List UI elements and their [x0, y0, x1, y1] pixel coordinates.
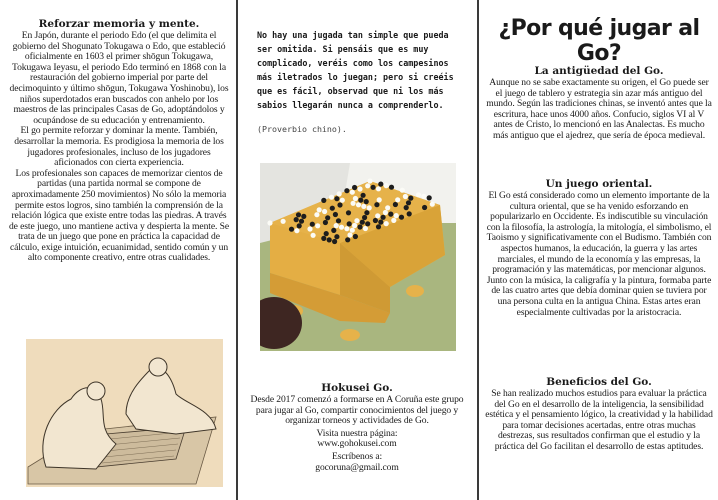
go-stone — [376, 224, 381, 229]
go-stone — [350, 190, 355, 195]
go-stone — [296, 212, 301, 217]
go-stone — [364, 199, 369, 204]
go-stone — [367, 178, 372, 183]
go-stone — [299, 219, 304, 224]
go-stone — [374, 202, 379, 207]
antiquity-heading: La antigüedad del Go. — [534, 65, 664, 77]
club-description: Desde 2017 comenzó a formarse en A Coruña este grupo para jugar al Go, compartir conocimientos del juego y organizar torneos y actividades de Go. — [250, 394, 464, 427]
go-stone — [352, 185, 357, 190]
oriental-paragraph-2: Junto con la música, la caligrafía y la pintura, formaba parte de las cuatro artes que debía dominar quien se tuviera por una persona culta en la antigua China. Estas artes eran especialmente cultivadas por la aristocracia. — [486, 274, 712, 318]
go-stone — [361, 193, 366, 198]
go-stone — [385, 205, 390, 210]
club-heading: Hokusei Go. — [321, 382, 393, 394]
go-stone — [329, 195, 334, 200]
go-stone — [315, 223, 320, 228]
go-stone — [384, 183, 389, 188]
illustration-drawing — [26, 339, 223, 487]
go-stone — [427, 195, 432, 200]
go-stone — [347, 232, 352, 237]
go-stone — [310, 222, 315, 227]
go-stone — [383, 210, 388, 215]
go-stone — [353, 196, 358, 201]
go-stone — [346, 210, 351, 215]
go-stone — [289, 227, 294, 232]
memory-paragraph-3: Los profesionales son capaces de memorizar cientos de partidas (una partida normal se compone de aproximadamente 250 movimientos) No sólo la memoria permite estos logros, sino también la comprensión de la relación lógica que existe entre todas las piedras. A través de este juego, uno mantiene activa y despierta la mente. Se trata de un juego que pone en práctica la capacidad de cálculo, exige intuición, ecuanimidad, sentido común y un alto componente creativo, entre otras cualidades. — [8, 167, 229, 264]
go-stone — [421, 194, 426, 199]
go-stone — [350, 228, 355, 233]
go-stone — [334, 223, 339, 228]
go-stone — [322, 209, 327, 214]
page-title: ¿Por qué jugar al Go? — [498, 16, 700, 66]
go-stone — [330, 206, 335, 211]
go-stone — [400, 188, 405, 193]
go-stone — [331, 228, 336, 233]
website-link[interactable]: www.gohokusei.com — [317, 438, 397, 450]
memory-paragraph-1: En Japón, durante el periodo Edo (el que delimita el gobierno del Shogunato Tokugawa o Edo, que estableció oficialmente en 1603 el primer shōgun Tokugawa, Tokugawa Ieyasu, el periodo Edo terminó en 1868 con la restauración del gobierno imperial por parte del decimoquinto y último shōgun, Tokugawa Yoshinobu), los niños superdotados eran buscados con anhelo por los maestros de las principales Casas de Go, adoptándolos y ocupándose de su educación y entrenamiento. — [9, 30, 229, 126]
go-stone — [294, 228, 299, 233]
go-stone — [267, 220, 272, 225]
go-stone — [314, 212, 319, 217]
go-stone — [321, 236, 326, 241]
go-stone — [378, 182, 383, 187]
go-stone — [391, 218, 396, 223]
go-stone — [307, 226, 312, 231]
go-stone — [351, 201, 356, 206]
go-stone — [340, 198, 345, 203]
go-stone — [325, 215, 330, 220]
go-stone — [333, 212, 338, 217]
proverb-attribution: (Proverbio chino). — [257, 124, 347, 134]
chinese-proverb-quote: No hay una jugada tan simple que pueda ser omitida. Si pensáis que es muy complicado, veréis como los campesinos más iletrados lo juegan; pero si creéis que es fácil, observad que ni los más sabios llegarán nunca a comprenderlo. — [257, 30, 454, 110]
go-stone — [353, 234, 358, 239]
go-stone — [377, 197, 382, 202]
go-stone — [365, 221, 370, 226]
go-stone — [337, 202, 342, 207]
go-stone — [376, 186, 381, 191]
memory-paragraph-2: El go permite reforzar y dominar la mente. También, desarrollar la memoria. Es prodigiosa la memoria de los jugadores profesionales, incluso de los jugadores aficionados con cierta experiencia. — [14, 125, 224, 169]
go-stone — [388, 212, 393, 217]
go-stone — [281, 219, 286, 224]
go-stone — [361, 204, 366, 209]
go-stone — [362, 215, 367, 220]
go-stone — [407, 211, 412, 216]
go-stone — [375, 213, 380, 218]
go-stone — [416, 192, 421, 197]
go-stone — [367, 205, 372, 210]
go-stone — [393, 202, 398, 207]
go-stone — [334, 196, 339, 201]
go-stone — [352, 223, 357, 228]
ancient-players-illustration — [26, 339, 223, 487]
go-stone — [430, 202, 435, 207]
go-stone — [404, 205, 409, 210]
panel-middle — [238, 0, 476, 500]
go-stone — [324, 231, 329, 236]
go-stone — [395, 197, 400, 202]
panel-right — [479, 0, 718, 500]
go-stone — [408, 196, 413, 201]
go-stone — [356, 202, 361, 207]
benefits-heading: Beneficios del Go. — [546, 376, 652, 388]
go-stone — [354, 218, 359, 223]
go-stone — [327, 237, 332, 242]
go-stone — [337, 191, 342, 196]
go-stone — [389, 185, 394, 190]
go-board-drawing — [260, 163, 456, 351]
go-stone — [317, 207, 322, 212]
go-stone — [399, 215, 404, 220]
go-stone — [384, 221, 389, 226]
go-stone — [297, 223, 302, 228]
go-board-photo — [260, 163, 456, 351]
antiquity-paragraph: Aunque no se sabe exactamente su origen, el Go puede ser el juego de tablero y estrategia sin azar más antiguo del mundo. Según las tradiciones chinas, se inventó antes que la escritura, hace unos 4000 años. Confucio, siglos VI al V antes de Cristo, lo mencionó en las Analectas. Es mucho más antiguo que el ajedrez, que sería de época medieval. — [486, 77, 712, 141]
go-stone — [378, 220, 383, 225]
go-stone — [365, 183, 370, 188]
go-stone — [311, 233, 316, 238]
panel-left — [0, 0, 236, 500]
go-stone — [347, 221, 352, 226]
go-stone — [339, 225, 344, 230]
go-stone — [357, 186, 362, 191]
oriental-heading: Un juego oriental. — [545, 178, 653, 190]
benefits-paragraph: Se han realizado muchos estudios para evaluar la práctica del Go en el desarrollo de la inteligencia, la sensibilidad estética y el pensamiento lógico, la creatividad y la habilidad para tomar decisiones acertadas, entre otras muchas destrezas, sus resultados confirman que el estudio y la práctica del Go facilitan el desarrollo de estas aptitudes. — [485, 388, 713, 452]
go-stone — [394, 213, 399, 218]
go-stone — [332, 239, 337, 244]
go-stone — [371, 185, 376, 190]
go-stone — [321, 198, 326, 203]
go-stone — [363, 226, 368, 231]
go-stone — [360, 220, 365, 225]
go-stone — [323, 220, 328, 225]
go-stone — [403, 194, 408, 199]
oriental-paragraph-1: El Go está considerado como un elemento importante de la cultura oriental, que se ha venido esforzando en popularizarlo en Occidente. Es indiscutible su vinculación con la filosofía, la astrología, la mitología, el simbolismo, el Taoismo y significativamente con el Budismo. También con aspectos humanos, la educación, la guerra y las artes marciales, el mundo de la economía y las empresas, la programación y las matemáticas, por mencionar algunos. — [486, 190, 712, 276]
go-stone — [344, 226, 349, 231]
go-stone — [422, 205, 427, 210]
go-stone — [294, 217, 299, 222]
visit-label: Visita nuestra página: — [316, 427, 398, 439]
go-stone — [336, 218, 341, 223]
go-stone — [406, 200, 411, 205]
go-stone — [358, 198, 363, 203]
go-stone — [357, 224, 362, 229]
go-stone — [344, 188, 349, 193]
go-stone — [345, 237, 350, 242]
go-stone — [373, 218, 378, 223]
go-stone — [381, 215, 386, 220]
email-link[interactable]: gocoruna@gmail.com — [315, 461, 399, 473]
go-stone — [301, 214, 306, 219]
go-stone — [364, 210, 369, 215]
write-label: Escríbenos a: — [331, 450, 383, 462]
go-stone — [334, 234, 339, 239]
memory-heading: Reforzar memoria y mente. — [38, 18, 200, 30]
